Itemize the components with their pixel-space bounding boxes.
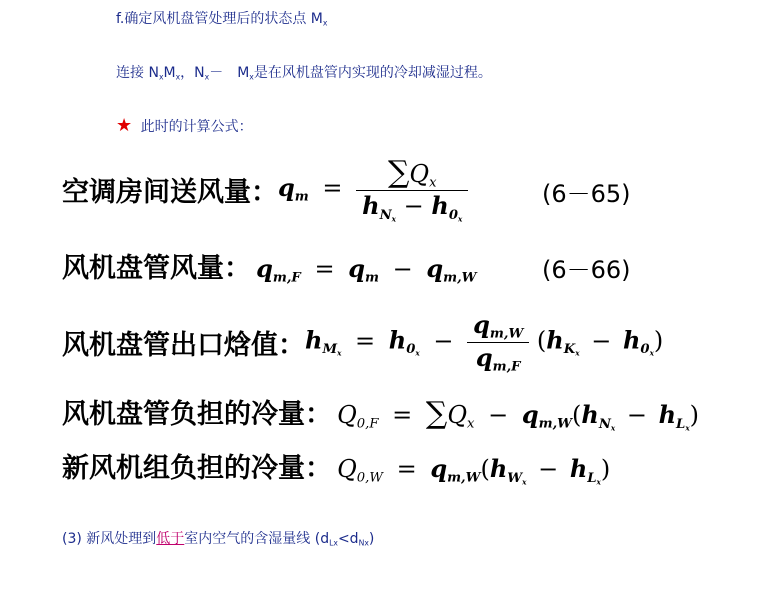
section-3-lt: <d [337, 531, 359, 547]
eq1-number: (6－65) [542, 180, 631, 208]
connect-sub-2: x [175, 72, 181, 82]
equation-3 [62, 302, 663, 382]
eq2-number: (6－66) [542, 256, 631, 284]
connect-text-d: － M [209, 65, 250, 81]
step-f-text: f.确定风机盘管处理后的状态点 M [116, 11, 323, 27]
eq5-label: 新风机组负担的冷量： [62, 453, 332, 484]
connect-sub-3: x [204, 72, 210, 82]
section-3-prefix: (3) 新风处理到 [62, 531, 157, 547]
section-3-close: ) [368, 531, 375, 547]
eq2-label: 风机盘管风量： [62, 253, 251, 284]
connect-sub-4: x [249, 72, 254, 82]
formula-intro-line [116, 115, 253, 136]
eq5-formula: $Q_{0,W} = q_{m,W}(h_{W_x} - h_{L_x})$ [337, 454, 611, 487]
connect-line [116, 62, 492, 82]
connect-text-b: M [163, 65, 176, 81]
connect-text-e: 是在风机盘管内实现的冷却减湿过程。 [253, 65, 492, 81]
section-3-sub-1: Lx [329, 538, 338, 548]
equation-5 [62, 446, 610, 486]
equation-1 [62, 150, 468, 228]
eq3-label: 风机盘管出口焓值： [62, 329, 305, 361]
formula-intro: 此时的计算公式： [140, 119, 253, 135]
eq3-formula: $h_{M_x} = h_{0_x}$ − $\frac{q_{m,W}}{q_{m,F}}$ $(h_{K_x} - h_{0_x})$ [305, 309, 664, 375]
equation-4 [62, 392, 699, 432]
section-3-highlight: 低于 [156, 531, 185, 547]
connect-text-c: ，N [180, 65, 205, 81]
step-f-line [116, 8, 327, 28]
section-3-suffix: 室内空气的含湿量线 (d [184, 531, 330, 547]
eq2-formula: $q_{m,F} = q_m - q_{m,W}$ [256, 254, 477, 286]
eq4-label: 风机盘管负担的冷量： [62, 399, 332, 430]
eq4-formula: $Q_{0,F} = \sum Q_x - q_{m,W}(h_{N_x} - h_{L_x})$ [337, 396, 700, 433]
section-3-sub-2: Nx [358, 538, 369, 548]
equation-2 [62, 246, 476, 286]
step-f-sub: x [322, 18, 328, 28]
eq1-formula: $q_m$ = $\frac{\sum Q_x}{h_{N_x} - h_{0_x}}$ [278, 155, 468, 224]
eq1-label: 空调房间送风量： [62, 176, 278, 208]
connect-text-a: 连接 N [116, 65, 159, 81]
connect-sub-1: x [158, 72, 164, 82]
section-3-line [62, 528, 374, 548]
star-icon: ★ [116, 115, 133, 136]
